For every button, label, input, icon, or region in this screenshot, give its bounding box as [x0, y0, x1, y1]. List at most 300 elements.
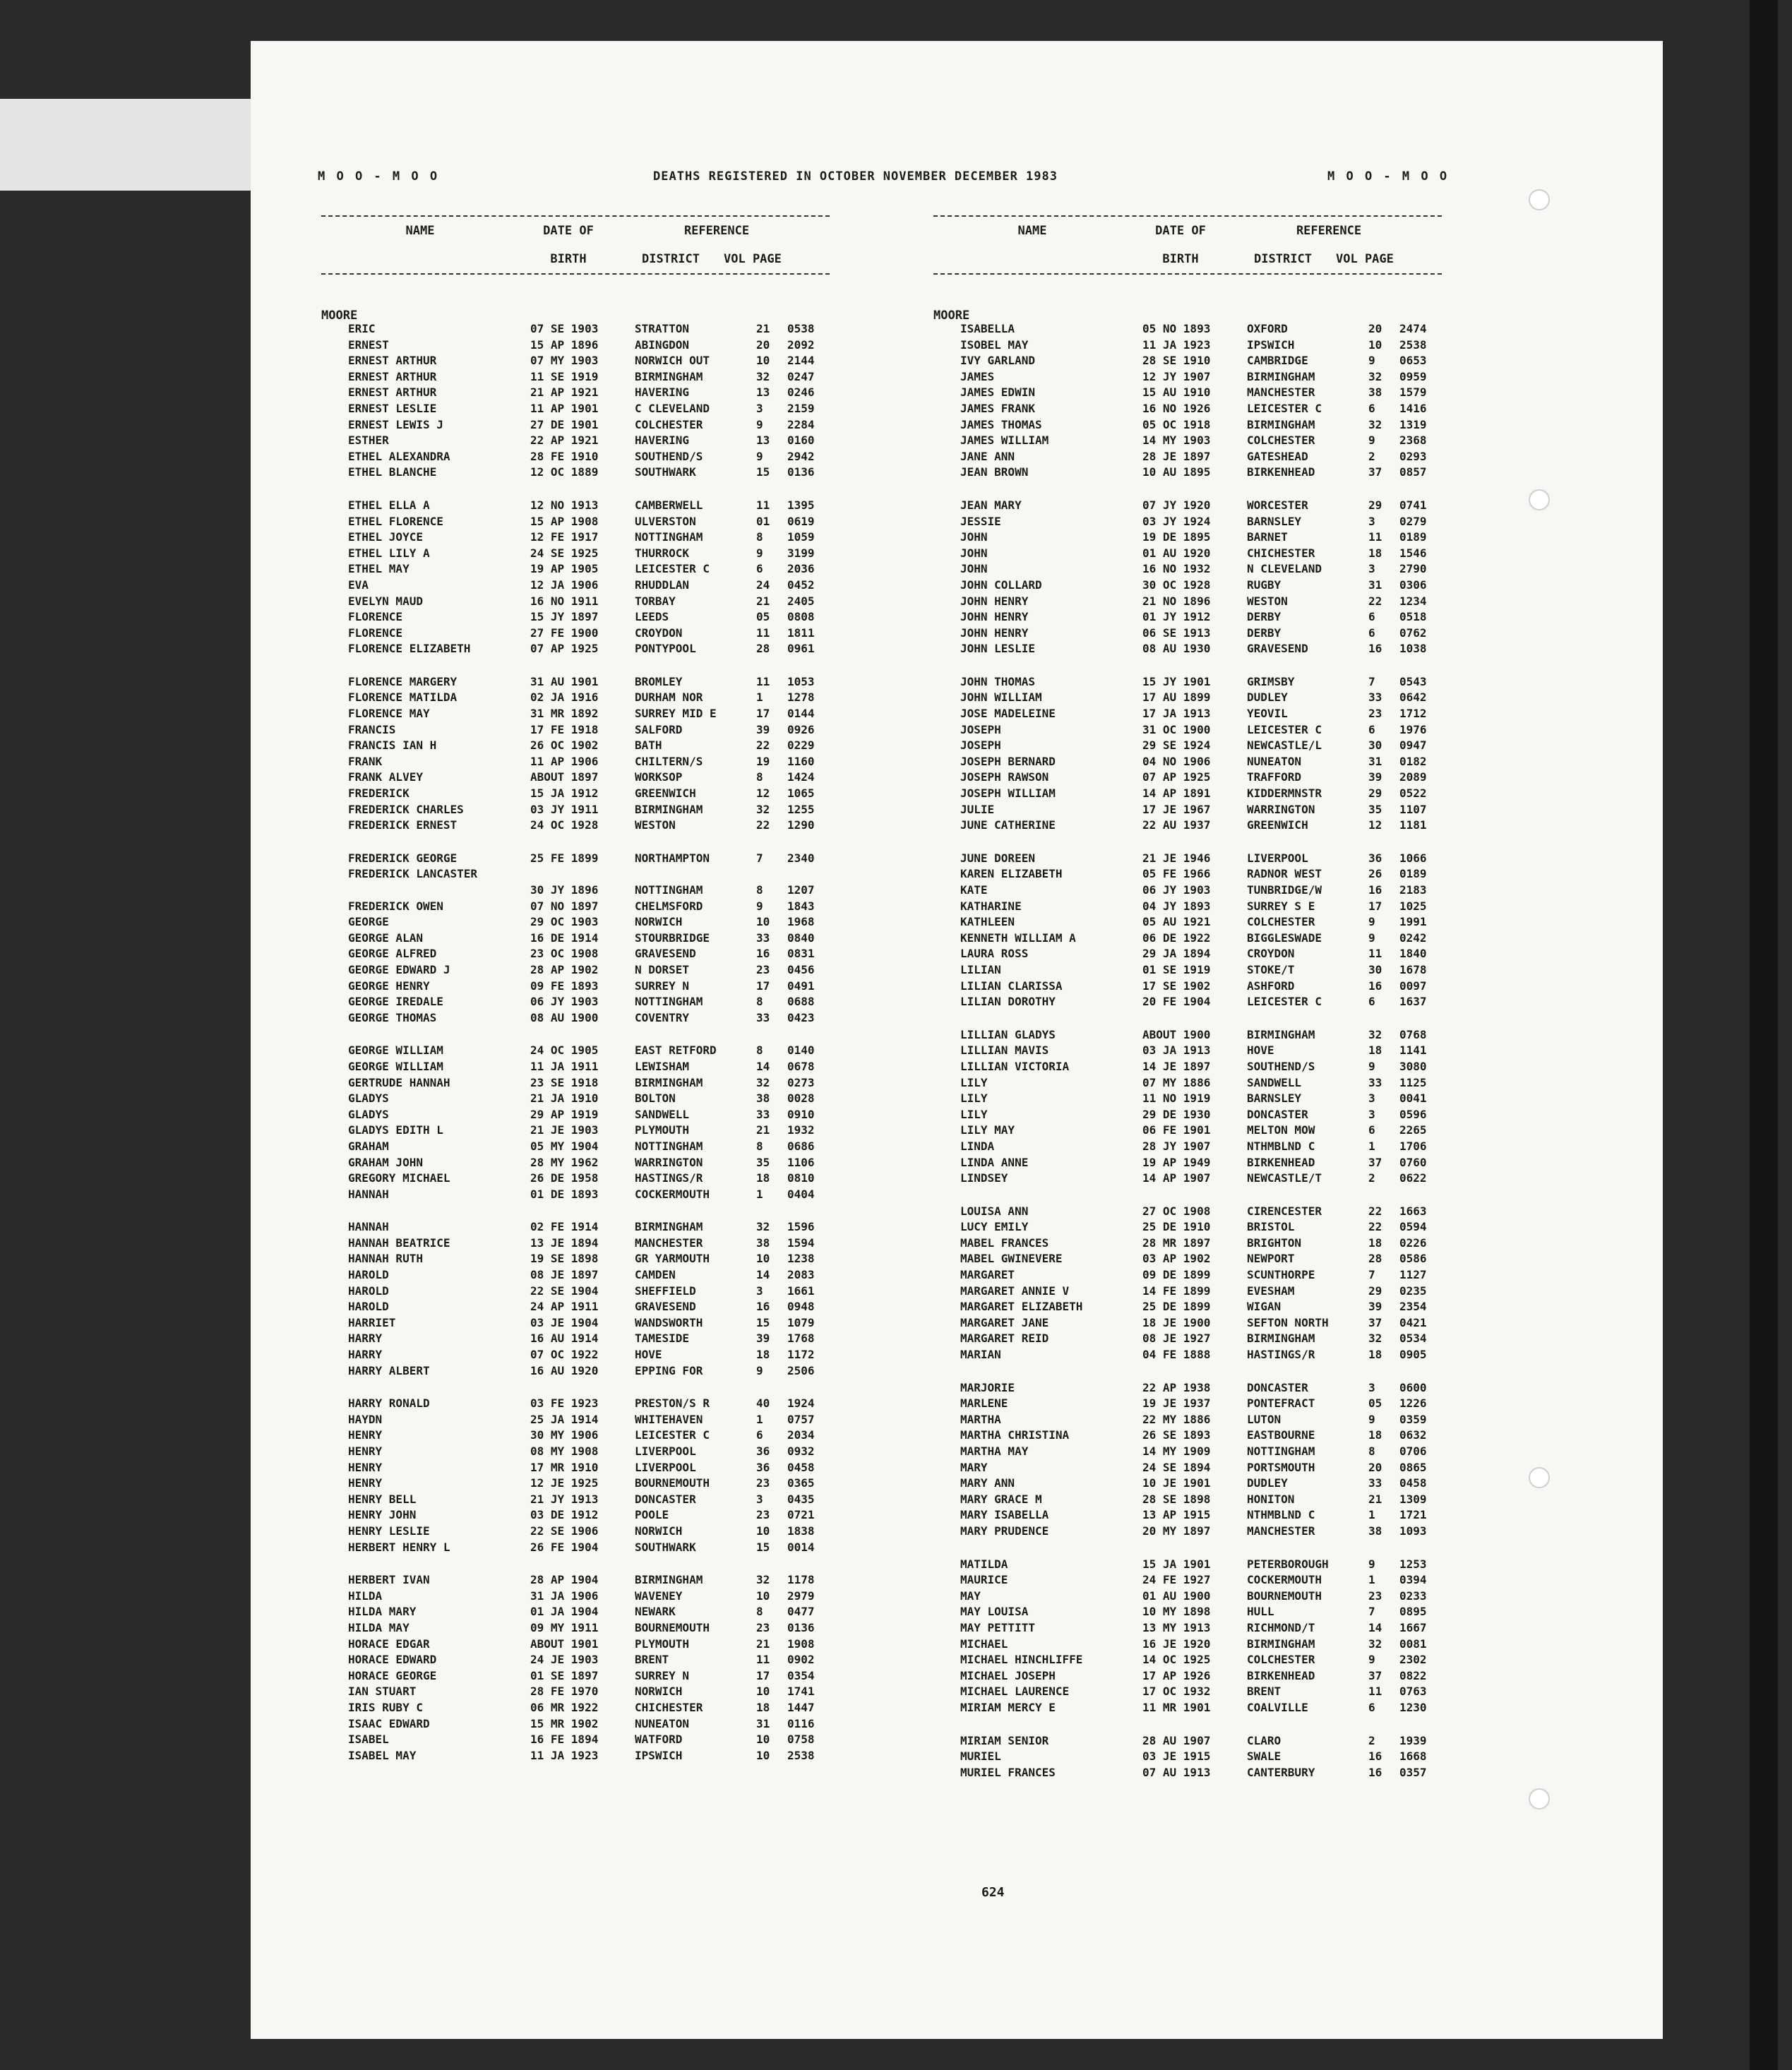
- entry-birth-date: 28 JY 1907: [1142, 1139, 1211, 1153]
- entry-district: HULL: [1247, 1605, 1274, 1619]
- entry-name: LINDSEY: [960, 1171, 1008, 1185]
- entry-volume: 1: [1368, 1139, 1375, 1153]
- entry-birth-date: 04 JY 1893: [1142, 899, 1211, 913]
- entry-birth-date: 28 AP 1904: [530, 1573, 599, 1587]
- index-entry-row: [933, 1604, 1442, 1620]
- entry-name: KATHARINE: [960, 899, 1022, 913]
- entry-volume: 21: [1368, 1492, 1382, 1506]
- index-entry-row: [321, 1572, 830, 1589]
- entry-page: 1059: [787, 530, 815, 544]
- entry-birth-date: 22 MY 1886: [1142, 1412, 1211, 1426]
- entry-page: 0840: [787, 931, 815, 945]
- entry-birth-date: 05 OC 1918: [1142, 417, 1211, 431]
- entry-birth-date: 15 JY 1901: [1142, 674, 1211, 688]
- entry-page: 0491: [787, 979, 815, 993]
- entry-birth-date: 31 AU 1901: [530, 674, 599, 688]
- entry-district: NTHMBLND C: [1247, 1508, 1315, 1522]
- entry-page: 2368: [1399, 433, 1427, 448]
- index-entry-row: [321, 1748, 830, 1764]
- entry-name: LILLIAN GLADYS: [960, 1027, 1056, 1041]
- entry-volume: 16: [1368, 1749, 1382, 1764]
- entry-birth-date: 07 JY 1920: [1142, 498, 1211, 512]
- entry-birth-date: 22 AP 1938: [1142, 1380, 1211, 1394]
- entry-name: GERTRUDE HANNAH: [348, 1075, 450, 1089]
- index-entry-row: [321, 1107, 830, 1123]
- index-entry-row: [321, 1123, 830, 1139]
- entry-district: MANCHESTER: [635, 1236, 703, 1250]
- entry-birth-date: 26 FE 1904: [530, 1540, 599, 1554]
- entry-district: CROYDON: [635, 626, 683, 640]
- index-entry-row: [321, 514, 830, 530]
- entry-page: 1840: [1399, 947, 1427, 961]
- entry-volume: 9: [756, 1363, 763, 1377]
- entry-page: 2034: [787, 1428, 815, 1442]
- entry-district: KIDDERMNSTR: [1247, 786, 1322, 801]
- entry-district: DERBY: [1247, 626, 1282, 640]
- entry-birth-date: 31 JA 1906: [530, 1589, 599, 1603]
- index-entry-row: [321, 1091, 830, 1107]
- entry-page: 1172: [787, 1348, 815, 1362]
- entry-birth-date: 11 SE 1919: [530, 369, 599, 383]
- entry-name: GEORGE: [348, 915, 389, 929]
- entry-district: OXFORD: [1247, 322, 1288, 335]
- entry-birth-date: 17 AP 1926: [1142, 1668, 1211, 1682]
- entry-name: GEORGE ALFRED: [348, 947, 437, 961]
- entry-volume: 38: [1368, 385, 1382, 400]
- index-entry-row: [933, 433, 1442, 449]
- entry-page: 1230: [1399, 1700, 1427, 1714]
- entry-district: WORKSOP: [635, 770, 683, 784]
- index-entry-row: [933, 690, 1442, 706]
- entry-name: LILY: [960, 1091, 988, 1106]
- entry-page: 0932: [787, 1444, 815, 1458]
- entry-district: NOTTINGHAM: [1247, 1444, 1315, 1458]
- entry-volume: 32: [1368, 1637, 1382, 1651]
- entry-page: 1079: [787, 1315, 815, 1329]
- entry-district: BIRMINGHAM: [1247, 1637, 1315, 1651]
- index-entry-row: [321, 786, 830, 802]
- entry-page: 0642: [1399, 690, 1427, 705]
- entry-volume: 21: [756, 1123, 770, 1137]
- index-entry-row: [933, 1091, 1442, 1107]
- index-entry-row: [933, 578, 1442, 594]
- entry-name: HENRY JOHN: [348, 1508, 417, 1522]
- entry-page: 1924: [787, 1396, 815, 1411]
- entry-page: 0600: [1399, 1380, 1427, 1394]
- index-entry-row: [933, 1315, 1442, 1332]
- index-entry-row: [321, 1267, 830, 1284]
- entry-page: 1667: [1399, 1620, 1427, 1634]
- entry-page: 2089: [1399, 770, 1427, 784]
- entry-district: COCKERMOUTH: [635, 1187, 710, 1201]
- entry-birth-date: 28 SE 1910: [1142, 354, 1211, 368]
- entry-district: [635, 866, 756, 883]
- entry-page: 0902: [787, 1653, 815, 1667]
- entry-name: HANNAH: [348, 1220, 389, 1234]
- index-entry-row: [321, 1155, 830, 1171]
- entry-page: 0394: [1399, 1573, 1427, 1587]
- entry-page: [787, 866, 830, 883]
- entry-name: LILIAN: [960, 962, 1001, 976]
- entry-district: IPSWICH: [1247, 337, 1295, 352]
- entry-name: MARIAN: [960, 1348, 1001, 1362]
- entry-birth-date: 26 DE 1958: [530, 1171, 599, 1185]
- entry-birth-date: 09 MY 1911: [530, 1620, 599, 1634]
- entry-name: HARRY: [348, 1348, 383, 1362]
- entry-district: NEWPORT: [1247, 1252, 1295, 1266]
- col-header-vol-page: VOL PAGE: [1336, 252, 1394, 266]
- entry-name: FLORENCE MARGERY: [348, 674, 458, 688]
- index-entry-row: [933, 1155, 1442, 1171]
- entry-district: WIGAN: [1247, 1300, 1282, 1314]
- entry-name: HARRIET: [348, 1315, 396, 1329]
- entry-district: NUNEATON: [635, 1716, 690, 1730]
- entry-volume: 9: [756, 899, 763, 913]
- entry-page: 0182: [1399, 754, 1427, 768]
- entry-birth-date: 14 JE 1897: [1142, 1059, 1211, 1073]
- entry-birth-date: 15 JY 1897: [530, 610, 599, 624]
- index-entry-row: [933, 866, 1442, 883]
- index-entry-row: [321, 1444, 830, 1460]
- entry-district: MANCHESTER: [1247, 1524, 1315, 1538]
- entry-district: CHICHESTER: [1247, 546, 1315, 560]
- entry-birth-date: 16 DE 1914: [530, 931, 599, 945]
- entry-district: BIRMINGHAM: [1247, 1332, 1315, 1346]
- entry-page: 0632: [1399, 1428, 1427, 1442]
- entry-birth-date: 15 AP 1908: [530, 514, 599, 528]
- entry-volume: 37: [1368, 1668, 1382, 1682]
- index-entry-row: [321, 641, 830, 657]
- index-entry-row: [933, 385, 1442, 401]
- entry-volume: 12: [1368, 818, 1382, 832]
- entry-district: RHUDDLAN: [635, 578, 690, 592]
- entry-district: LEEDS: [635, 610, 669, 624]
- entry-name: HILDA: [348, 1589, 383, 1603]
- entry-birth-date: 31 OC 1900: [1142, 722, 1211, 736]
- entry-name: LAURA ROSS: [960, 947, 1029, 961]
- punch-hole: [1529, 1788, 1550, 1809]
- entry-volume: 1: [756, 690, 763, 705]
- entry-page: 2538: [787, 1748, 815, 1762]
- entry-district: COLCHESTER: [1247, 433, 1315, 448]
- entry-district: CHILTERN/S: [635, 754, 703, 768]
- entry-page: 2506: [787, 1363, 815, 1377]
- entry-name: MARY PRUDENCE: [960, 1524, 1049, 1538]
- entry-name: HENRY: [348, 1444, 383, 1458]
- entry-volume: 16: [1368, 883, 1382, 897]
- index-entry-row: [933, 674, 1442, 690]
- header-index-right: M O O - M O O: [1327, 169, 1450, 184]
- entry-name: LILY: [960, 1107, 988, 1121]
- entry-volume: 40: [756, 1396, 770, 1411]
- entry-volume: 36: [756, 1444, 770, 1458]
- entry-district: CHICHESTER: [635, 1700, 703, 1714]
- index-entry-row: [933, 1299, 1442, 1315]
- entry-name: ERNEST ARTHUR: [348, 354, 437, 368]
- entry-district: BOURNEMOUTH: [1247, 1589, 1322, 1603]
- entry-volume: 1: [1368, 1508, 1375, 1522]
- index-entry-row: [933, 962, 1442, 979]
- entry-page: 0586: [1399, 1252, 1427, 1266]
- entry-name: FREDERICK LANCASTER: [348, 867, 478, 881]
- col-header-birth: BIRTH: [550, 252, 587, 266]
- index-entry-row: [933, 1236, 1442, 1252]
- index-entry-row: [321, 866, 830, 883]
- column-header-row: [933, 217, 1442, 245]
- entry-birth-date: 21 JA 1910: [530, 1091, 599, 1106]
- entry-district: BIRMINGHAM: [1247, 1027, 1315, 1041]
- entry-district: DERBY: [1247, 610, 1282, 624]
- entry-volume: 11: [1368, 947, 1382, 961]
- entry-district: BIGGLESWADE: [1247, 931, 1322, 945]
- entry-birth-date: 16 NO 1911: [530, 594, 599, 608]
- entry-volume: 7: [1368, 674, 1375, 688]
- entry-name: KAREN ELIZABETH: [960, 867, 1063, 881]
- entry-district: LEICESTER C: [1247, 722, 1322, 736]
- index-entry-row: [933, 1139, 1442, 1155]
- entry-page: 0458: [1399, 1476, 1427, 1490]
- index-entry-row: [321, 1492, 830, 1508]
- entry-page: 0116: [787, 1716, 815, 1730]
- entry-district: THURROCK: [635, 546, 690, 560]
- entry-birth-date: 08 JE 1927: [1142, 1332, 1211, 1346]
- entry-name: MATILDA: [960, 1557, 1008, 1571]
- entry-district: NOTTINGHAM: [635, 883, 703, 897]
- entry-volume: 10: [756, 354, 770, 368]
- entry-birth-date: 28 MY 1962: [530, 1155, 599, 1169]
- entry-name: LUCY EMILY: [960, 1220, 1029, 1234]
- entry-volume: 9: [756, 417, 763, 431]
- entry-district: EAST RETFORD: [635, 1043, 717, 1058]
- entry-volume: 3: [756, 1492, 763, 1506]
- entry-volume: 10: [756, 1685, 770, 1699]
- entry-page: 2183: [1399, 883, 1427, 897]
- entry-volume: 6: [756, 562, 763, 576]
- entry-page: 0961: [787, 642, 815, 656]
- entry-district: NUNEATON: [1247, 754, 1302, 768]
- entry-page: 0233: [1399, 1589, 1427, 1603]
- index-entry-row: [321, 979, 830, 995]
- entry-district: NEWCASTLE/T: [1247, 1171, 1322, 1185]
- index-entry-row: [933, 417, 1442, 433]
- entry-name: JOHN: [960, 546, 988, 560]
- entry-volume: 39: [756, 722, 770, 736]
- entry-volume: 9: [1368, 433, 1375, 448]
- entry-volume: 10: [756, 1252, 770, 1266]
- entry-volume: 10: [756, 1524, 770, 1538]
- entry-name: GEORGE WILLIAM: [348, 1043, 443, 1058]
- entry-volume: 36: [756, 1460, 770, 1474]
- column-subheader-row: [933, 245, 1442, 273]
- background-band: [0, 99, 254, 191]
- entry-district: HAVERING: [635, 433, 690, 448]
- entry-birth-date: 03 JA 1913: [1142, 1043, 1211, 1058]
- entry-page: 0235: [1399, 1284, 1427, 1298]
- entry-page: 1234: [1399, 594, 1427, 608]
- entry-volume: 28: [756, 642, 770, 656]
- entry-birth-date: 25 DE 1910: [1142, 1220, 1211, 1234]
- entry-page: 1093: [1399, 1524, 1427, 1538]
- index-entry-row: [933, 770, 1442, 786]
- entry-name: ETHEL BLANCHE: [348, 465, 437, 479]
- entry-volume: 9: [1368, 1653, 1375, 1667]
- entry-district: BIRKENHEAD: [1247, 465, 1315, 479]
- entry-birth-date: 07 SE 1903: [530, 322, 599, 335]
- index-entry-row: [321, 1010, 830, 1027]
- entry-district: TORBAY: [635, 594, 676, 608]
- entry-volume: 29: [1368, 786, 1382, 801]
- entry-volume: 38: [756, 1091, 770, 1106]
- index-entry-row: [933, 994, 1442, 1010]
- entry-page: 1741: [787, 1685, 815, 1699]
- entry-district: CHELMSFORD: [635, 899, 703, 913]
- entry-birth-date: 03 FE 1923: [530, 1396, 599, 1411]
- entry-birth-date: 21 JE 1946: [1142, 851, 1211, 865]
- entry-page: 1025: [1399, 899, 1427, 913]
- entry-volume: 16: [1368, 642, 1382, 656]
- entry-page: 0189: [1399, 530, 1427, 544]
- entry-birth-date: 06 JY 1903: [530, 995, 599, 1009]
- entry-page: 0688: [787, 995, 815, 1009]
- entry-volume: 3: [756, 401, 763, 415]
- entry-birth-date: 04 NO 1906: [1142, 754, 1211, 768]
- entry-district: LEICESTER C: [635, 1428, 710, 1442]
- entry-district: GATESHEAD: [1247, 449, 1308, 463]
- index-entry-row: [933, 561, 1442, 578]
- entry-page: 0144: [787, 707, 815, 721]
- entry-page: 2538: [1399, 337, 1427, 352]
- index-entry-row: [321, 802, 830, 818]
- entry-birth-date: 29 AP 1919: [530, 1107, 599, 1121]
- entry-birth-date: 30 OC 1928: [1142, 578, 1211, 592]
- entry-volume: 39: [756, 1332, 770, 1346]
- entry-volume: 2: [1368, 449, 1375, 463]
- entry-page: 0081: [1399, 1637, 1427, 1651]
- entry-volume: 19: [756, 754, 770, 768]
- index-entry-row: [321, 1171, 830, 1187]
- entry-name: MICHAEL LAURENCE: [960, 1685, 1070, 1699]
- entry-district: HOVE: [1247, 1043, 1274, 1058]
- entry-page: 1811: [787, 626, 815, 640]
- entry-birth-date: 15 JA 1912: [530, 786, 599, 801]
- index-entry-row: [933, 786, 1442, 802]
- entry-volume: 3: [1368, 1091, 1375, 1106]
- entry-birth-date: 17 OC 1932: [1142, 1685, 1211, 1699]
- index-entry-row: [933, 1620, 1442, 1637]
- entry-district: N CLEVELAND: [1247, 562, 1322, 576]
- entry-district: TAMESIDE: [635, 1332, 690, 1346]
- index-entry-row: [933, 1749, 1442, 1765]
- entry-name: ERNEST: [348, 337, 389, 352]
- entry-name: LILY: [960, 1075, 988, 1089]
- entry-district: SWALE: [1247, 1749, 1282, 1764]
- entry-page: 0028: [787, 1091, 815, 1106]
- entry-birth-date: 17 JE 1967: [1142, 802, 1211, 816]
- index-entry-row: [933, 353, 1442, 369]
- entry-volume: 24: [756, 578, 770, 592]
- index-entry-row: [933, 1733, 1442, 1749]
- entry-name: MARY ANN: [960, 1476, 1015, 1490]
- entry-district: BIRMINGHAM: [635, 1573, 703, 1587]
- entry-page: 0760: [1399, 1155, 1427, 1169]
- entry-district: WESTON: [635, 818, 676, 832]
- entry-birth-date: 20 FE 1904: [1142, 995, 1211, 1009]
- entry-birth-date: 01 AU 1920: [1142, 546, 1211, 560]
- col-header-reference: REFERENCE: [683, 224, 750, 238]
- entry-birth-date: 01 JY 1912: [1142, 610, 1211, 624]
- entry-birth-date: 10 JE 1901: [1142, 1476, 1211, 1490]
- index-entry-row: [321, 962, 830, 979]
- index-entry-row: [933, 321, 1442, 337]
- entry-name: JANE ANN: [960, 449, 1015, 463]
- entry-page: 0458: [787, 1460, 815, 1474]
- entry-birth-date: 06 MR 1922: [530, 1700, 599, 1714]
- entry-name: JOHN: [960, 562, 988, 576]
- entry-page: 1768: [787, 1332, 815, 1346]
- entry-birth-date: 07 MY 1903: [530, 354, 599, 368]
- entry-district: GR YARMOUTH: [635, 1252, 710, 1266]
- entry-page: 0895: [1399, 1605, 1427, 1619]
- entry-volume: 6: [1368, 401, 1375, 415]
- entry-volume: 18: [1368, 546, 1382, 560]
- entry-page: 1637: [1399, 995, 1427, 1009]
- divider: [321, 273, 830, 275]
- index-entry-row: [321, 690, 830, 706]
- index-entry-row: [321, 417, 830, 433]
- entry-name: JAMES WILLIAM: [960, 433, 1049, 448]
- entry-page: 0306: [1399, 578, 1427, 592]
- entry-name: MARTHA MAY: [960, 1444, 1029, 1458]
- entry-name: MARJORIE: [960, 1380, 1015, 1394]
- entry-name: JOHN HENRY: [960, 610, 1029, 624]
- entry-district: BIRKENHEAD: [1247, 1668, 1315, 1682]
- entry-page: 0534: [1399, 1332, 1427, 1346]
- entry-district: BRENT: [1247, 1685, 1282, 1699]
- entry-birth-date: 30 MY 1906: [530, 1428, 599, 1442]
- entry-name: LOUISA ANN: [960, 1204, 1029, 1218]
- entry-volume: 10: [756, 915, 770, 929]
- entry-birth-date: 21 JE 1903: [530, 1123, 599, 1137]
- page-edge-shadow: [1750, 0, 1778, 2070]
- entry-name: ISOBEL MAY: [960, 337, 1029, 352]
- entry-page: 1207: [787, 883, 815, 897]
- entry-page: 0768: [1399, 1027, 1427, 1041]
- index-entry-row: [321, 1059, 830, 1075]
- entry-district: SURREY S E: [1247, 899, 1315, 913]
- entry-name: GEORGE WILLIAM: [348, 1059, 443, 1073]
- entry-district: ASHFORD: [1247, 979, 1295, 993]
- entry-page: 1838: [787, 1524, 815, 1538]
- entry-volume: 35: [1368, 802, 1382, 816]
- index-entry-row: [933, 1204, 1442, 1220]
- entry-birth-date: 05 MY 1904: [530, 1139, 599, 1153]
- entry-volume: 32: [1368, 1027, 1382, 1041]
- entry-page: 1721: [1399, 1508, 1427, 1522]
- entry-page: 2036: [787, 562, 815, 576]
- entry-volume: 20: [1368, 322, 1382, 335]
- entry-birth-date: 14 OC 1925: [1142, 1653, 1211, 1667]
- entry-page: 0619: [787, 514, 815, 528]
- index-entry-row: [933, 1668, 1442, 1685]
- entry-volume: 17: [756, 1668, 770, 1682]
- index-entry-row: [933, 1428, 1442, 1444]
- index-entry-row: [321, 401, 830, 417]
- entry-birth-date: 01 JA 1904: [530, 1605, 599, 1619]
- entry-page: 1290: [787, 818, 815, 832]
- entry-name: HILDA MAY: [348, 1620, 410, 1634]
- entry-district: PONTYPOOL: [635, 642, 696, 656]
- index-entry-row: [321, 465, 830, 481]
